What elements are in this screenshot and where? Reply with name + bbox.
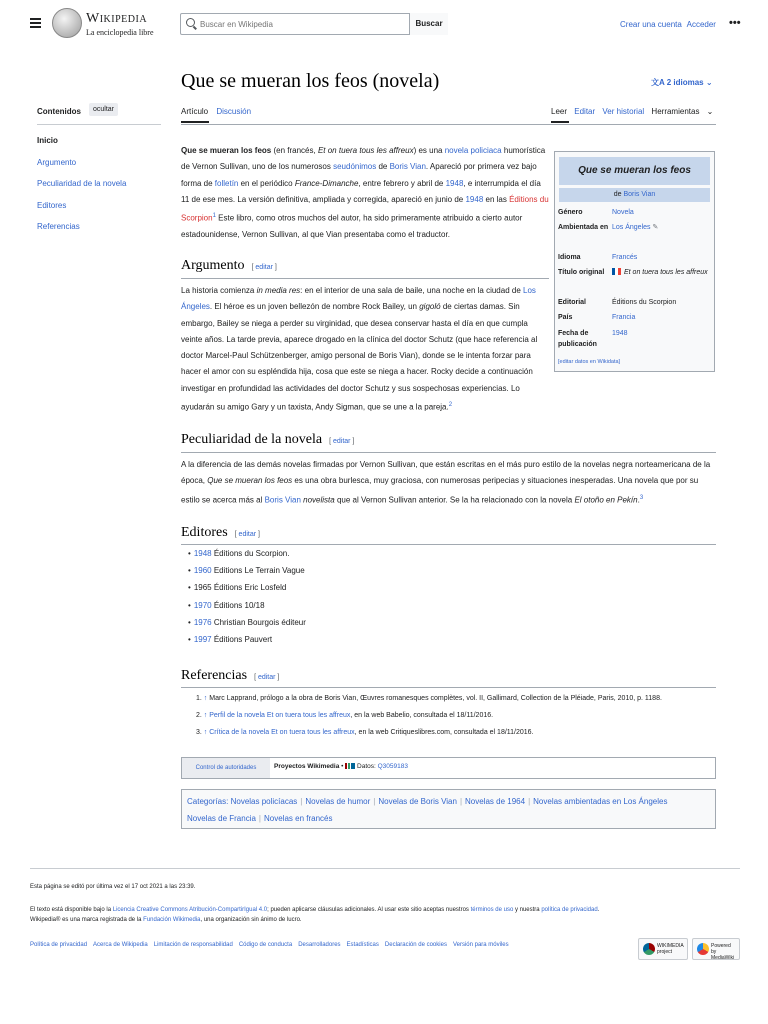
divider bbox=[181, 687, 716, 688]
infobox-key: País bbox=[558, 314, 573, 321]
infobox-value[interactable]: Francés bbox=[612, 254, 638, 261]
footer-links bbox=[30, 940, 515, 950]
translate-icon: 文A bbox=[651, 78, 665, 87]
infobox-value: Et on tuera tous les affreux bbox=[612, 267, 710, 278]
infobox-key: Fecha de publicación bbox=[558, 330, 597, 348]
section-heading-peculiaridad: Peculiaridad de la novela [ editar ] bbox=[181, 432, 355, 447]
category-link[interactable]: Novelas ambientadas en Los Ángeles bbox=[533, 797, 668, 806]
infobox-value[interactable]: Francia bbox=[612, 314, 636, 321]
infobox-key: Ambientada en bbox=[558, 224, 609, 231]
infobox-value: Éditions du Scorpion bbox=[612, 299, 677, 306]
user-links bbox=[620, 20, 719, 29]
toc-item-referencias[interactable]: Referencias bbox=[37, 222, 80, 231]
infobox-value[interactable]: 1948 bbox=[612, 330, 628, 337]
toc-heading: Contenidos bbox=[37, 107, 81, 116]
editores-list bbox=[188, 549, 306, 652]
footer-link[interactable]: Desarrolladores bbox=[298, 942, 341, 948]
login-link[interactable]: Acceder bbox=[686, 20, 716, 29]
main-menu-icon[interactable] bbox=[30, 18, 41, 28]
wikidata-icon bbox=[345, 763, 355, 769]
view-tabs bbox=[551, 107, 723, 116]
search-input[interactable] bbox=[200, 15, 405, 33]
link-boris-vian[interactable]: Boris Vian bbox=[389, 162, 426, 172]
external-link[interactable]: Perfil de la novela Et on tuera tous les affreux bbox=[209, 712, 351, 719]
infobox-value[interactable]: Novela bbox=[612, 209, 634, 216]
section-heading-argumento: Argumento [ editar ] bbox=[181, 258, 277, 273]
ref-backlink[interactable]: ↑ bbox=[203, 729, 208, 736]
list-item: • 1976 Christian Bourgois éditeur bbox=[188, 618, 306, 635]
article-subject: Que se mueran los feos bbox=[181, 146, 272, 155]
link-novela-policiaca[interactable]: novela policiaca bbox=[444, 146, 502, 155]
category-link[interactable]: Novelas de Francia bbox=[187, 814, 256, 823]
chevron-down-icon: ⌄ bbox=[706, 107, 714, 116]
wikidata-link[interactable]: Q3059183 bbox=[377, 763, 408, 770]
footer-link[interactable]: Limitación de responsabilidad bbox=[153, 942, 233, 948]
link-editions-scorpion[interactable]: Éditions du Scorpion bbox=[181, 194, 549, 223]
edit-section-link[interactable]: [ editar ] bbox=[254, 674, 280, 681]
infobox-edit-link[interactable]: [editar datos en Wikidata] bbox=[558, 359, 621, 365]
reference-item: 3. ↑ Crítica de la novela Et on tuera tous les affreux, en la web Critiqueslibres.com, consultada el 18/11/2016. bbox=[196, 729, 534, 736]
authority-control-content: Proyectos Wikimedia • Datos: Q3059183 bbox=[274, 763, 408, 770]
license-text: El texto está disponible bajo la Licencia Creative Commons Atribución-CompartirIgual 4.0; pueden aplicarse cláusulas adicionales. Al usar este sitio aceptas nuestros términos de uso y nuestra política de privacidad. Wikipedia® es una marca registrada de la Fundación Wikimedia, una organización sin ánimo de lucro. bbox=[30, 907, 600, 923]
toc-item-editores[interactable]: Editores bbox=[37, 200, 67, 210]
wikipedia-logo[interactable] bbox=[52, 8, 82, 38]
page-title: Que se mueran los feos (novela) bbox=[181, 70, 440, 92]
divider bbox=[181, 452, 716, 453]
reference-item: 1. ↑ Marc Lapprand, prólogo a la obra de Boris Vian, Œuvres romanesques complètes, vol. II, Gallimard, Collection de la Pléiade, Paris, 2010, p. 1188. bbox=[196, 695, 662, 702]
link-1948[interactable]: 1948 bbox=[465, 194, 484, 204]
list-item: • 1997 Éditions Pauvert bbox=[188, 635, 306, 652]
category-box bbox=[181, 789, 716, 829]
peculiaridad-paragraph: A la diferencia de las demás novelas firmadas por Vernon Sullivan, que están escritas en el más puro estilo de la novelas negra norteamericana de la época, Que se mueran los feos es una obra burlesca, muy graciosa, con numerosas peripecias y situaciones inesperadas. Una novela que por su estilo se acerca más al Boris Vian novelista que al Vernon Sullivan anterior. Se la ha relacionado con la novela El otoño en Pekín.$^3$ bbox=[181, 460, 711, 505]
infobox-value[interactable]: Los Ángeles ✎ bbox=[612, 224, 659, 231]
toc-item-argumento[interactable]: Argumento bbox=[37, 157, 77, 167]
tab-tools[interactable]: Herramientas ⌄ bbox=[651, 107, 714, 116]
reference-item: 2. ↑ Perfil de la novela Et on tuera tous les affreux, en la web Babelio, consultada el 18/11/2016. bbox=[196, 712, 494, 719]
link-folletin[interactable]: folletín bbox=[214, 178, 239, 188]
infobox-key: Género bbox=[558, 209, 583, 216]
france-flag-icon bbox=[612, 268, 621, 275]
infobox-key: Título original bbox=[558, 269, 605, 276]
category-list: Novelas de Francia | Novelas en francés bbox=[187, 814, 333, 823]
footer-link[interactable]: Estadísticas bbox=[346, 942, 379, 948]
edit-pencil-icon: ✎ bbox=[652, 224, 659, 231]
infobox-key: Idioma bbox=[558, 254, 581, 261]
category-list: Categorías: Novelas policíacas | Novelas de humor | Novelas de Boris Vian | Novelas de 1964 | Novelas ambientadas en Los Ángeles bbox=[187, 797, 668, 806]
section-heading-referencias: Referencias [ editar ] bbox=[181, 668, 280, 683]
divider bbox=[37, 124, 161, 125]
namespace-tabs bbox=[181, 107, 257, 116]
footer-link[interactable]: Versión para móviles bbox=[452, 942, 509, 948]
tab-discussion[interactable]: Discusión bbox=[216, 107, 252, 116]
link-boris-vian[interactable]: Boris Vian bbox=[623, 191, 656, 198]
footer-link[interactable]: Código de conducta bbox=[238, 942, 293, 948]
tab-article[interactable]: Artículo bbox=[181, 107, 209, 116]
authority-control-label[interactable]: Control de autoridades bbox=[182, 758, 270, 778]
footer-link[interactable]: Política de privacidad bbox=[30, 942, 88, 948]
ref-1[interactable]: 1 bbox=[212, 213, 216, 220]
link-los-angeles[interactable]: Los Ángeles bbox=[181, 286, 536, 312]
ref-backlink[interactable]: ↑ bbox=[203, 712, 208, 719]
list-item: • 1960 Editions Le Terrain Vague bbox=[188, 566, 306, 583]
category-link[interactable]: Novelas policíacas bbox=[230, 797, 298, 806]
intro-paragraph: Que se mueran los feos (en francés, Et on tuera tous les affreux) es una novela policiaca humorística de Vernon Sullivan, uno de los numerosos seudónimos de Boris Vian. Apareció por primera vez bajo forma de folletín en el periódico France-Dimanche, entre febrero y abril de 1948, e interrumpida el día 11 de ese mes. La versión definitiva, ampliada y corregida, apareció en junio de 1948 en las Éditions du Scorpion$^1$ Este libro, como otros muchos del autor, ha sido primeramente atribuido a cierto autor estadounidense, Vernon Sullivan, al que Vian presentaba como el traductor. bbox=[181, 146, 549, 240]
language-button[interactable]: 文A 2 idiomas ⌄ bbox=[651, 78, 713, 87]
active-tab-indicator bbox=[181, 121, 209, 123]
license-link[interactable]: Licencia Creative Commons Atribución-CompartirIgual 4.0 bbox=[112, 907, 268, 913]
chevron-down-icon: ⌄ bbox=[705, 78, 713, 87]
last-edited: Esta página se editó por última vez el 17 oct 2021 a las 23:39. bbox=[30, 884, 196, 890]
divider bbox=[181, 278, 549, 279]
divider bbox=[181, 124, 716, 125]
edit-section-link[interactable]: [ editar ] bbox=[329, 438, 355, 445]
mediawiki-badge[interactable]: Powered by MediaWiki bbox=[692, 938, 740, 960]
category-link[interactable]: Novelas en francés bbox=[264, 814, 333, 823]
edit-section-link[interactable]: [ editar ] bbox=[234, 531, 260, 538]
link-1948[interactable]: 1948 bbox=[445, 178, 464, 188]
argumento-paragraph: La historia comienza in media res: en el interior de una sala de baile, una noche en la ciudad de Los Ángeles. El héroe es un joven bellezón de nombre Rock Bailey, un gigoló de ciertas damas. Sin embargo, Bailey se niega a perder su virginidad, que desea conservar hasta el día en que cumpla veinte años. La tarde previa, aparece drogado en la clínica del doctor Schutz (que hace referencia al doctor Marcel-Paul Schützenberger, amigo personal de Boris Vian), donde se le intenta forzar para hacer el amor con su espléndida hija, cosa que este se niega a hacer. Rocky decide a continuación investigar en profundidad las actividades del doctor Schutz y sus sospechosas experiencias. Lo ayudarán su amigo Gary y un taxista, Andy Sigman, que se une a la pareja.$^2$ bbox=[181, 286, 538, 412]
category-link[interactable]: Novelas de 1964 bbox=[465, 797, 526, 806]
search-button[interactable]: Buscar bbox=[409, 13, 448, 35]
link-boris-vian[interactable]: Boris Vian bbox=[264, 495, 301, 505]
tagline: La enciclopedia libre bbox=[86, 28, 154, 37]
ref-3[interactable]: 3 bbox=[639, 494, 644, 501]
references-list bbox=[196, 695, 662, 746]
edit-section-link[interactable]: [ editar ] bbox=[251, 264, 277, 271]
wordmark[interactable]: Wikipedia bbox=[86, 11, 148, 26]
ref-backlink[interactable]: ↑ bbox=[203, 695, 208, 702]
toc-list bbox=[37, 136, 126, 244]
divider bbox=[30, 868, 740, 869]
wikimedia-badge[interactable]: WIKIMEDIA project bbox=[638, 938, 688, 960]
section-heading-editores: Editores [ editar ] bbox=[181, 525, 260, 540]
categories-link[interactable]: Categorías: bbox=[187, 797, 229, 806]
active-tab-indicator bbox=[551, 121, 569, 123]
list-item: • 1948 Éditions du Scorpion. bbox=[188, 549, 306, 566]
foundation-link[interactable]: Fundación Wikimedia bbox=[143, 917, 201, 923]
infobox-author: de Boris Vian bbox=[559, 188, 710, 202]
toc-item-peculiaridad[interactable]: Peculiaridad de la novela bbox=[37, 179, 127, 188]
external-link[interactable]: Crítica de la novela Et on tuera tous les affreux bbox=[209, 729, 355, 736]
tab-edit[interactable]: Editar bbox=[574, 107, 596, 116]
tab-history[interactable]: Ver historial bbox=[602, 107, 645, 116]
list-item: • 1965 Éditions Eric Losfeld bbox=[188, 583, 306, 600]
toc-item-inicio[interactable]: Inicio bbox=[37, 136, 58, 145]
infobox-key: Editorial bbox=[558, 299, 587, 306]
footer-link[interactable]: Acerca de Wikipedia bbox=[93, 942, 148, 948]
search-icon bbox=[186, 18, 195, 27]
terms-link[interactable]: términos de uso bbox=[470, 907, 514, 913]
list-item: • 1970 Éditions 10/18 bbox=[188, 601, 306, 618]
privacy-link[interactable]: política de privacidad bbox=[541, 907, 598, 913]
footer-link[interactable]: Declaración de cookies bbox=[384, 942, 447, 948]
ref-2[interactable]: 2 bbox=[448, 402, 453, 409]
create-account-link[interactable]: Crear una cuenta bbox=[620, 20, 682, 29]
tab-read[interactable]: Leer bbox=[551, 107, 568, 116]
more-options-icon[interactable]: ••• bbox=[729, 17, 741, 29]
link-seudonimos[interactable]: seudónimos bbox=[333, 162, 377, 172]
infobox-title: Que se mueran los feos bbox=[559, 157, 710, 185]
divider bbox=[181, 544, 716, 545]
category-link[interactable]: Novelas de Boris Vian bbox=[378, 797, 457, 806]
toc-hide-button[interactable]: ocultar bbox=[89, 103, 118, 116]
category-link[interactable]: Novelas de humor bbox=[305, 797, 371, 806]
